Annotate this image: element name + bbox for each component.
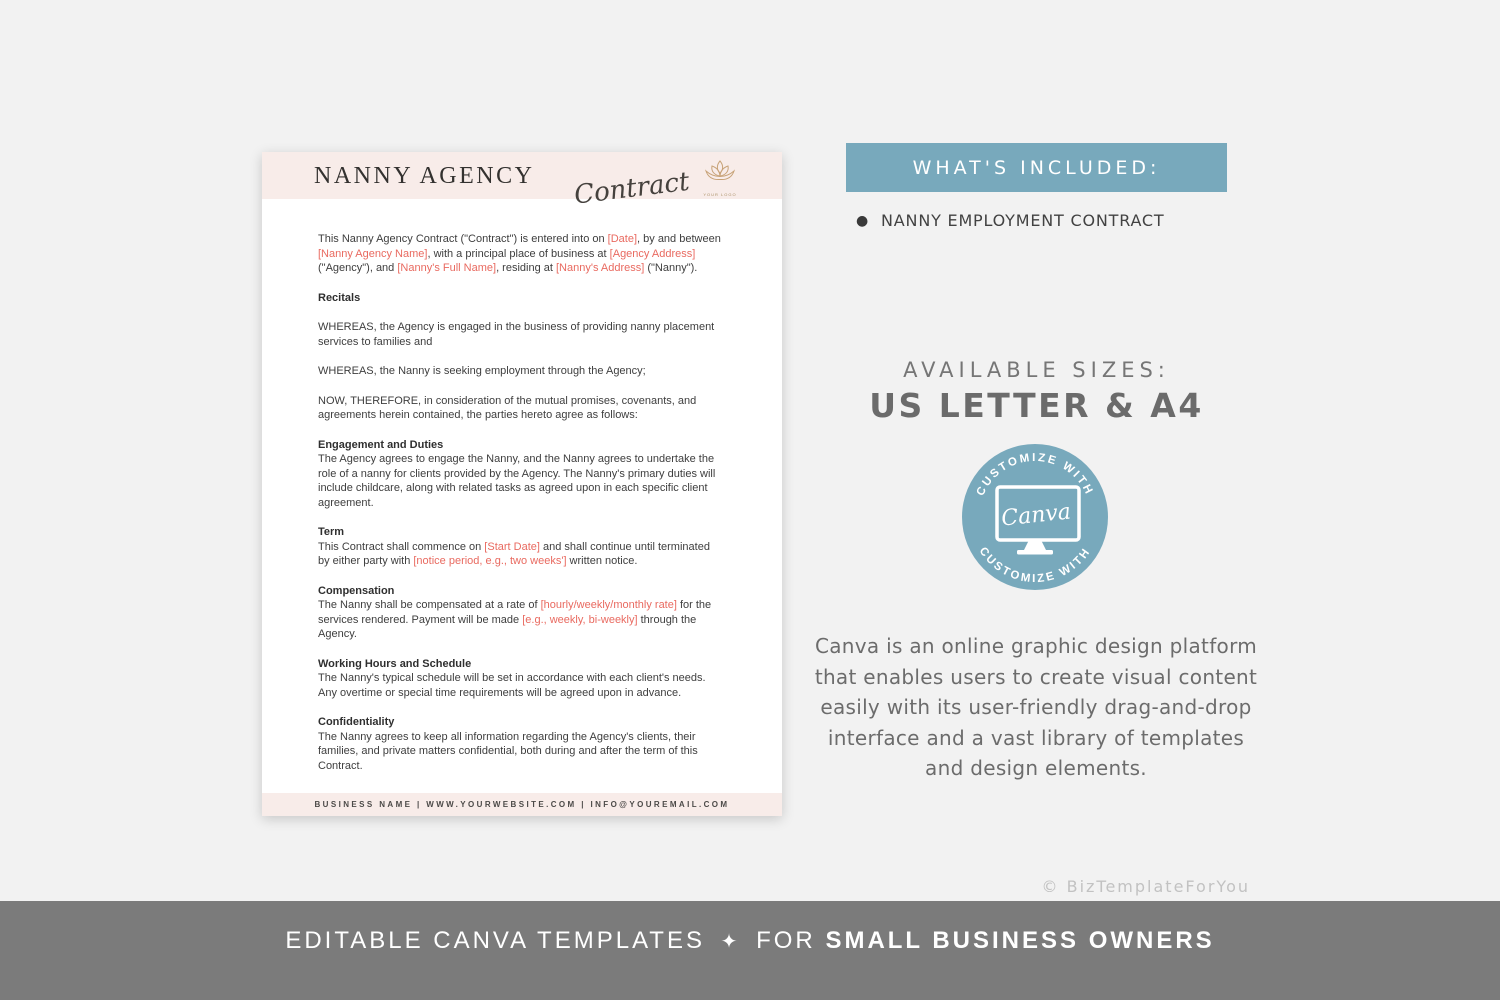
bullet-icon: ● xyxy=(856,212,870,229)
watermark: © BizTemplateForYou xyxy=(1041,877,1250,896)
footer-banner-text xyxy=(285,927,1214,955)
contract-body xyxy=(318,232,722,788)
contract-section-heading: Compensation xyxy=(318,584,395,597)
footer-banner xyxy=(0,901,1500,1000)
contract-document-preview xyxy=(262,152,782,816)
logo-placeholder-label: YOUR LOGO xyxy=(703,192,737,197)
contract-section xyxy=(318,584,722,642)
canva-description-line: interface and a vast library of templates xyxy=(827,725,1245,750)
contract-section-heading: Recitals xyxy=(318,291,361,304)
badge-curved-text-top: CUSTOMIZE WITH xyxy=(974,451,1096,498)
contract-section xyxy=(318,364,722,379)
footer-text-bold: SMALL BUSINESS OWNERS xyxy=(825,926,1215,954)
contract-section xyxy=(318,291,722,306)
contract-section xyxy=(318,525,722,569)
canva-description xyxy=(791,631,1281,784)
contract-section xyxy=(318,438,722,511)
footer-text-mid: FOR xyxy=(756,926,816,954)
contract-paragraph: This Nanny Agency Contract ("Contract") is entered into on [Date], by and between [Nanny Agency Name], with a principal place of business at [Agency Address] ("Agency"), and [Nanny's Full Name], residing at [Nanny's Address] ("Nanny"). xyxy=(318,233,721,274)
logo-placeholder xyxy=(700,160,740,197)
lotus-logo-icon xyxy=(703,160,737,186)
customize-with-canva-badge xyxy=(960,442,1110,592)
contract-section-heading: Confidentiality xyxy=(318,716,395,728)
canva-description-line: easily with its user-friendly drag-and-drop xyxy=(820,695,1252,719)
badge-curved-text-bottom: CUSTOMIZE WITH xyxy=(976,545,1094,586)
contract-section-heading: Working Hours and Schedule xyxy=(318,657,472,670)
contract-paragraph: The Nanny shall be compensated at a rate of [hourly/weekly/monthly rate] for the services rendered. Payment will be made [e.g., weekly, bi-weekly] through the Agency. xyxy=(318,599,712,640)
contract-section xyxy=(318,657,722,701)
available-sizes-label: AVAILABLE SIZES: xyxy=(903,358,1170,382)
contract-section xyxy=(318,394,722,423)
document-script-subtitle: Contract xyxy=(572,166,692,211)
whats-included-header xyxy=(846,143,1227,192)
contract-paragraph: WHEREAS, the Nanny is seeking employment through the Agency; xyxy=(318,365,646,377)
included-item xyxy=(856,211,1236,230)
contract-section xyxy=(318,320,722,349)
contract-section xyxy=(318,715,722,773)
canva-description-line: and design elements. xyxy=(925,756,1147,780)
document-title: NANNY AGENCY xyxy=(314,163,535,189)
contract-section xyxy=(318,232,722,276)
included-items-list xyxy=(856,211,1236,230)
contract-section-heading: Engagement and Duties xyxy=(318,438,444,451)
canva-description-line: Canva is an online graphic design platform xyxy=(814,634,1258,658)
canva-description-line: that enables users to create visual content xyxy=(814,664,1258,689)
whats-included-label: WHAT'S INCLUDED: xyxy=(912,156,1161,179)
contract-paragraph: The Agency agrees to engage the Nanny, and the Nanny agrees to undertake the role of a nanny for clients provided by the Agency. The Nanny's primary duties will include childcare, along with related tasks as agreed upon in each specific client agreement. xyxy=(318,453,716,509)
available-sizes-value: US LETTER & A4 xyxy=(869,386,1204,425)
star-icon: ✦ xyxy=(720,930,741,953)
included-item-label: NANNY EMPLOYMENT CONTRACT xyxy=(881,211,1165,230)
badge-canva-script: Canva xyxy=(1000,499,1073,532)
contract-paragraph: WHEREAS, the Agency is engaged in the business of providing nanny placement services to families and xyxy=(318,321,715,348)
document-footer-band: BUSINESS NAME | WWW.YOURWEBSITE.COM | INFO@YOUREMAIL.COM xyxy=(262,793,782,816)
contract-paragraph: The Nanny's typical schedule will be set in accordance with each client's needs. Any overtime or special time requirements will be agreed upon in advance. xyxy=(318,672,706,699)
contract-paragraph: The Nanny agrees to keep all information regarding the Agency's clients, their families, and private matters confidential, both during and after the term of this Contract. xyxy=(318,730,698,772)
footer-text-regular: EDITABLE CANVA TEMPLATES xyxy=(285,926,705,954)
contract-section-heading: Term xyxy=(318,526,345,538)
contract-paragraph: This Contract shall commence on [Start Date] and shall continue until terminated by either party with [notice period, e.g., two weeks'] written notice. xyxy=(318,540,710,567)
contract-paragraph: NOW, THEREFORE, in consideration of the mutual promises, covenants, and agreements herein contained, the parties hereto agree as follows: xyxy=(318,394,697,421)
